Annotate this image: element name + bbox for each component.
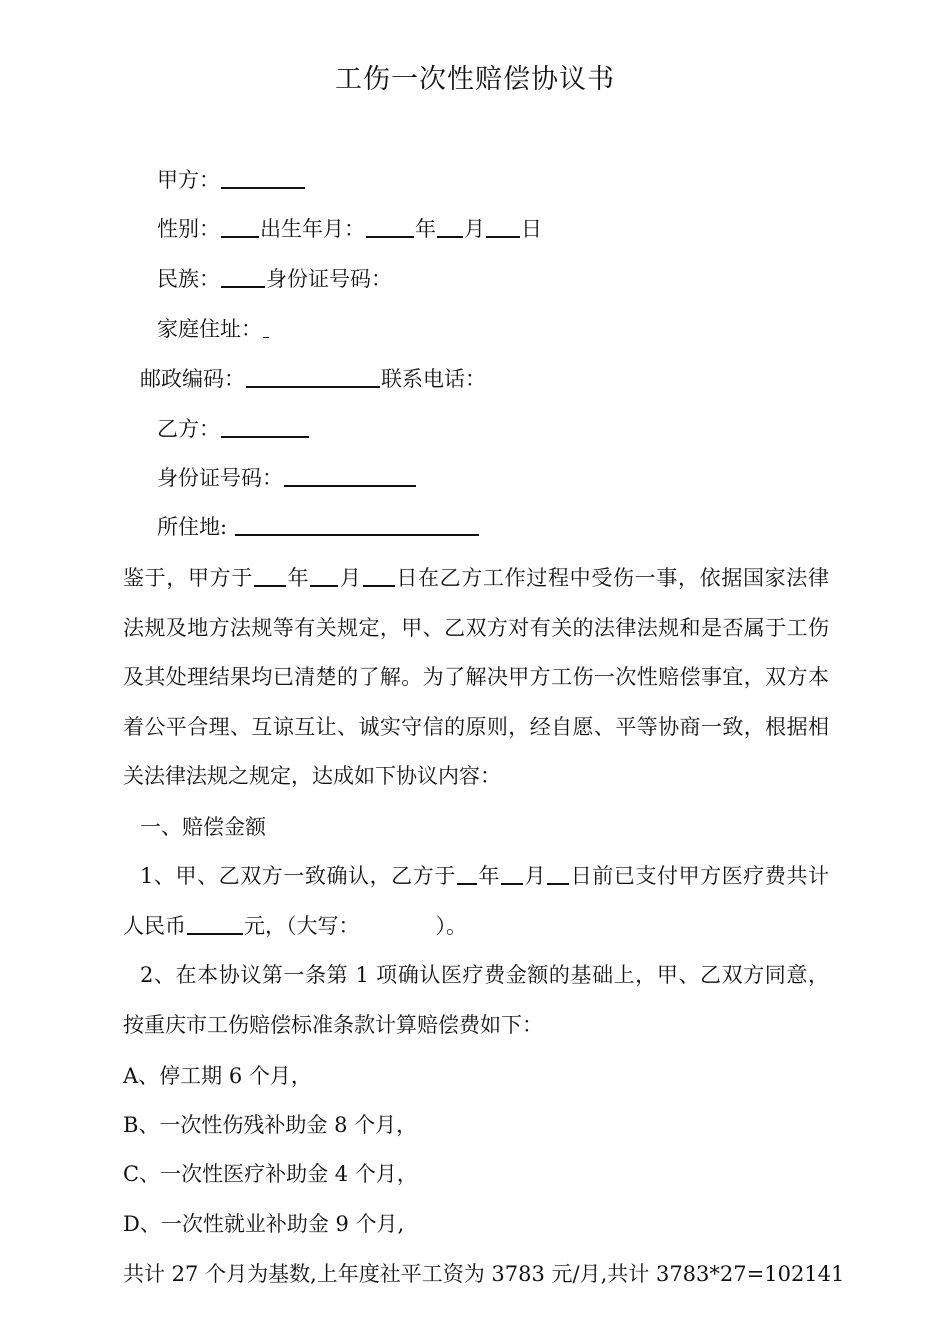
party-a-gender-birth-line: [157, 214, 542, 244]
item-1-text-4: ）。: [435, 913, 467, 938]
address-blank[interactable]: [263, 321, 269, 338]
medical-amount-blank[interactable]: [187, 913, 243, 935]
injury-day-blank[interactable]: [363, 565, 395, 587]
birth-year-blank[interactable]: [366, 216, 414, 238]
item-d: D、一次性就业补助金 9 个月,: [123, 1212, 405, 1236]
section-1-item-2: 2、在本协议第一条第 1 项确认医疗费金额的基础上，甲、乙双方同意，按重庆市工伤赔偿标准条款计算赔偿费如下：: [123, 963, 829, 1037]
party-a-postcode-line: [140, 364, 486, 394]
document-title: 工伤一次性赔偿协议书: [335, 64, 615, 95]
injury-year-blank[interactable]: [254, 565, 286, 587]
item-a: A、停工期 6 个月，: [123, 1064, 312, 1088]
preamble-text-1: 鉴于，甲方于: [123, 566, 253, 590]
postcode-label: 邮政编码：: [140, 367, 245, 391]
preamble-paragraph: [123, 554, 829, 802]
gender-label: 性别：: [157, 217, 220, 241]
item-c: C、一次性医疗补助金 4 个月，: [123, 1162, 418, 1186]
party-b-name-label: 乙方：: [157, 417, 220, 441]
party-b-residence-line: [157, 512, 480, 542]
party-a-name-blank[interactable]: [221, 167, 305, 189]
paid-month-blank[interactable]: [501, 863, 523, 885]
item-1-text-1: 1、甲、乙双方一致确认，乙方于: [140, 864, 456, 888]
party-b-name-line: [157, 414, 310, 444]
phone-label: 联系电话：: [381, 367, 486, 391]
preamble-month-label: 月: [339, 566, 362, 590]
ethnicity-blank[interactable]: [221, 266, 265, 288]
birth-label: 出生年月：: [260, 217, 365, 241]
ethnicity-label: 民族：: [157, 267, 220, 291]
gender-blank[interactable]: [221, 216, 259, 238]
party-b-id-line: [157, 463, 417, 493]
injury-month-blank[interactable]: [310, 565, 338, 587]
item-1-text-3: 元，（大写：: [244, 913, 360, 938]
preamble-year-label: 年: [287, 566, 310, 590]
party-b-name-blank[interactable]: [221, 416, 309, 438]
party-b-id-blank[interactable]: [284, 465, 416, 487]
postcode-blank[interactable]: [246, 366, 380, 388]
total-calculation: 共计 27 个月为基数,上年度社平工资为 3783 元/月,共计 3783*27=102141: [123, 1262, 845, 1286]
preamble-text-2: 日在乙方工作过程中受伤一事，依据国家法律法规及地方法规等有关规定，甲、乙双方对有关的法律法规和是否属于工伤及其处理结果均已清楚的了解。为了解决甲方工伤一次性赔偿事宜，双方本着公平合理、互谅互让、诚实守信的原则，经自愿、平等协商一致，根据相关法律法规之规定，达成如下协议内容：: [123, 566, 830, 789]
item-1-month-label: 月: [524, 864, 547, 888]
address-label: 家庭住址：: [157, 317, 262, 341]
section-1-heading: 一、赔偿金额: [140, 815, 266, 839]
birth-day-blank[interactable]: [486, 216, 520, 238]
birth-day-label: 日: [521, 217, 542, 241]
item-1-text-2: 日前已支付甲方医疗费共计人民币: [123, 864, 829, 938]
party-a-name-line: [157, 165, 306, 195]
party-a-id-label: 身份证号码：: [266, 267, 392, 291]
birth-month-blank[interactable]: [437, 216, 463, 238]
party-b-residence-label: 所住地:: [157, 515, 228, 539]
item-b: B、一次性伤残补助金 8 个月，: [123, 1113, 418, 1137]
party-a-address-line: [157, 314, 270, 344]
party-b-id-label: 身份证号码：: [157, 466, 283, 490]
birth-year-label: 年: [415, 217, 436, 241]
birth-month-label: 月: [464, 217, 485, 241]
section-1-item-1: [123, 852, 829, 951]
paid-day-blank[interactable]: [547, 863, 569, 885]
party-b-residence-blank[interactable]: [235, 514, 479, 536]
item-1-year-label: 年: [477, 864, 501, 888]
paid-year-blank[interactable]: [457, 863, 477, 885]
party-a-ethnicity-line: [157, 264, 392, 294]
party-a-name-label: 甲方：: [157, 168, 220, 192]
